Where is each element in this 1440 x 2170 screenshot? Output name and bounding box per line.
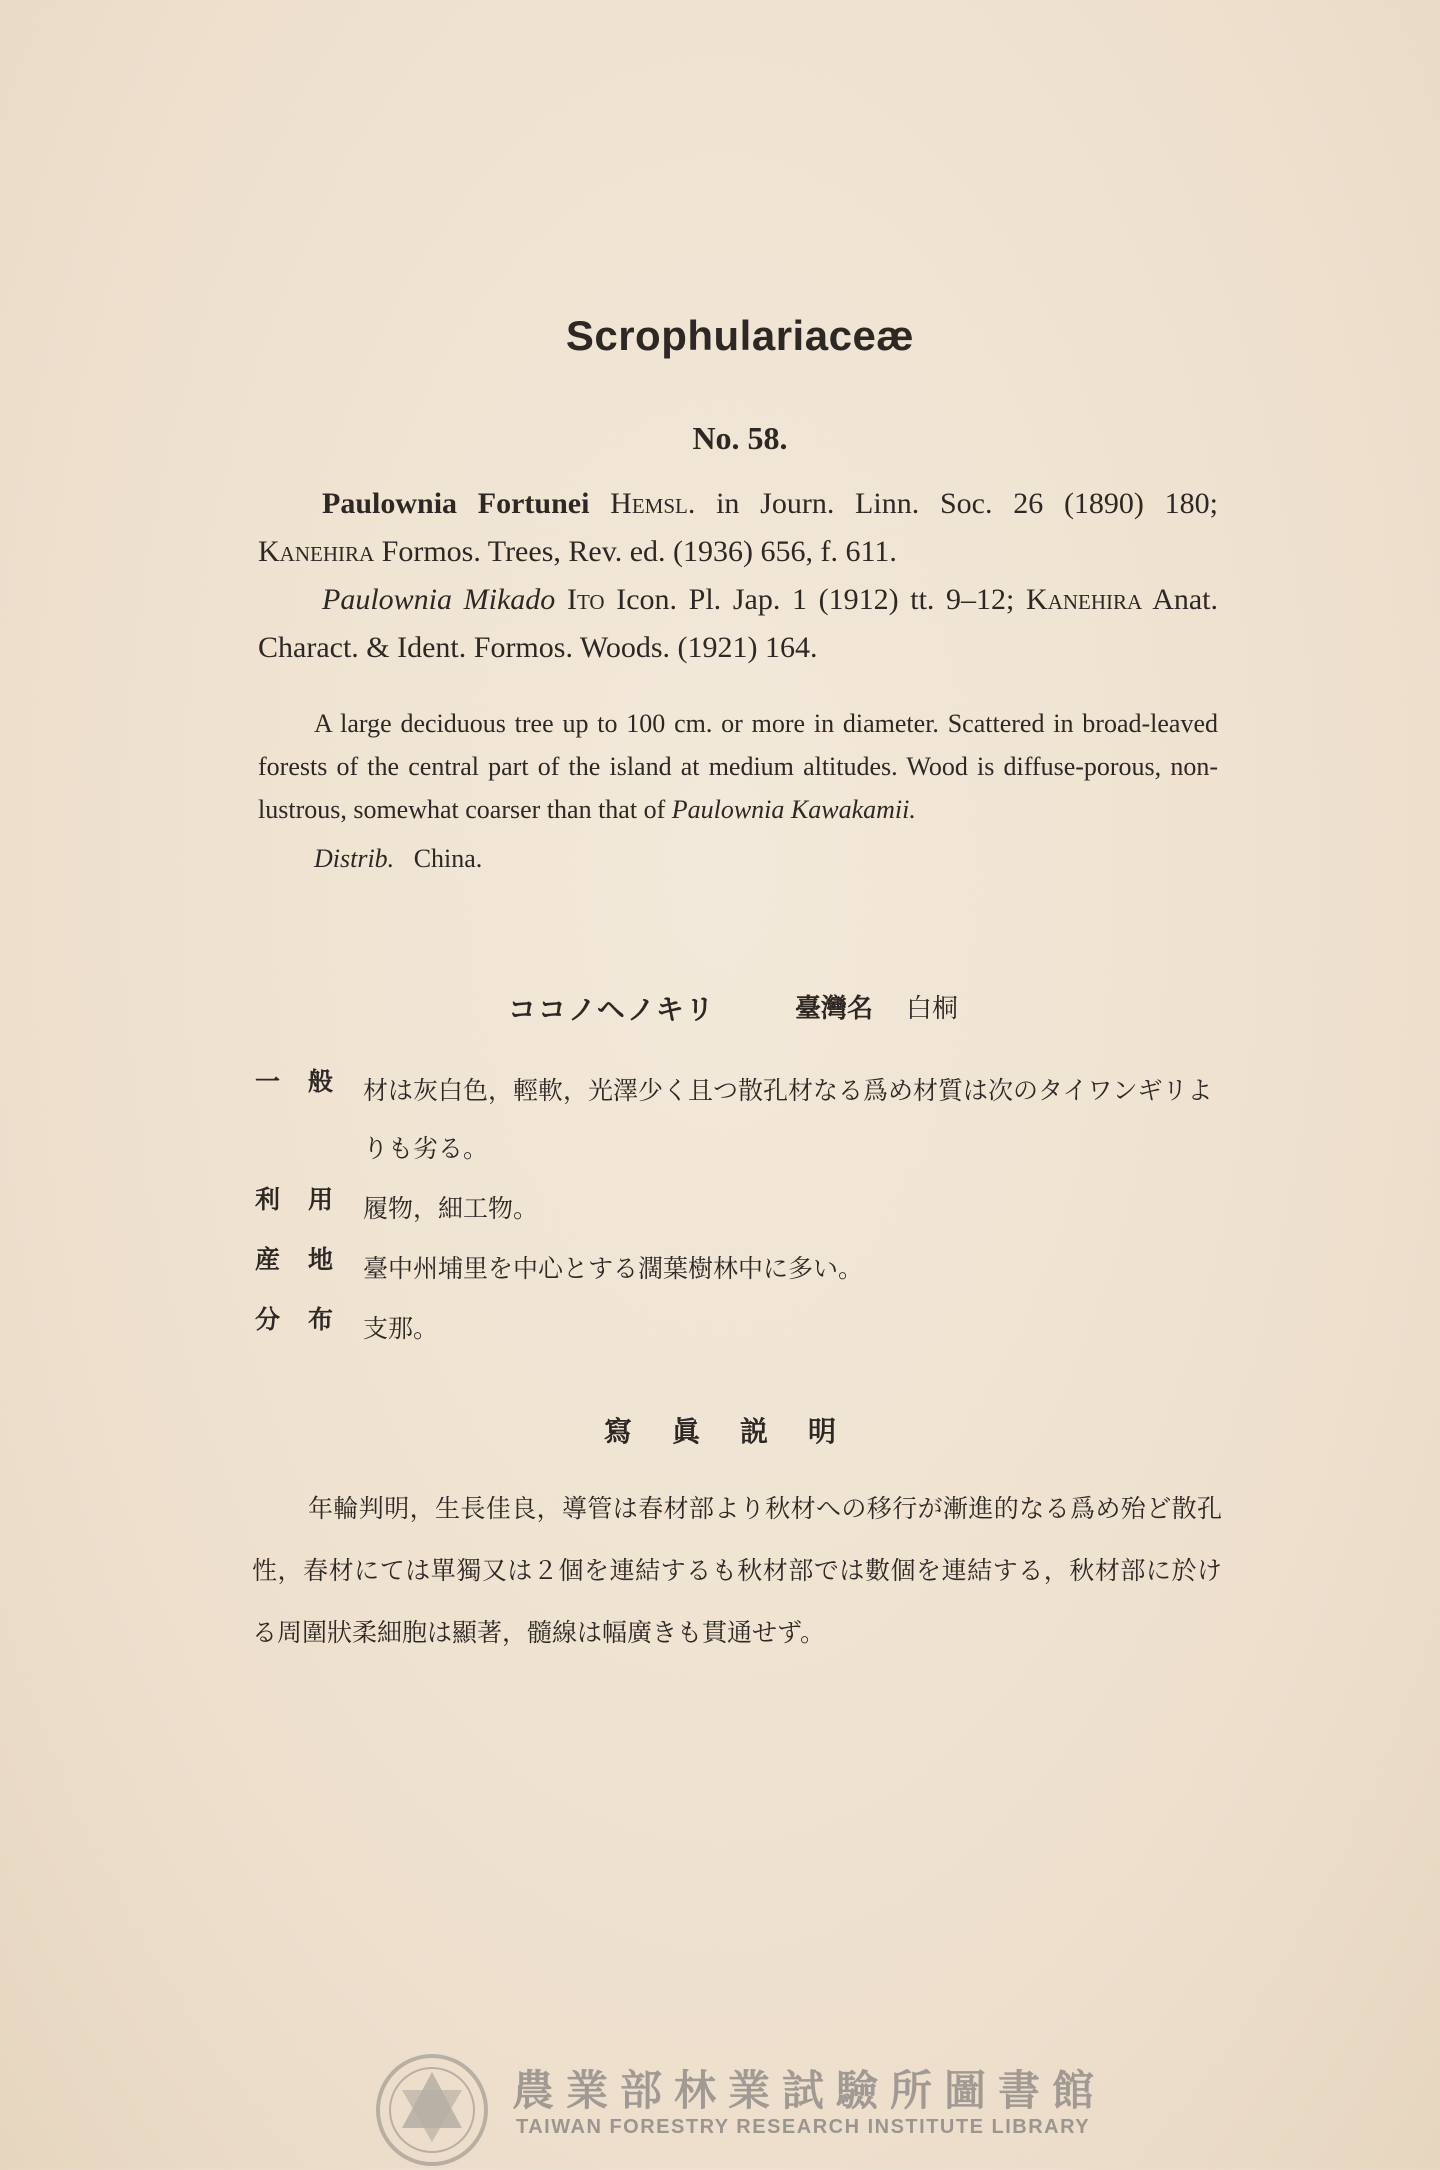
english-description [258,702,1218,880]
reference-text: 180; [1164,487,1219,520]
description-paragraph [258,702,1218,831]
species-reference: Paulownia Kawakamii. [671,795,916,824]
citation-synonym [258,576,1218,672]
detail-label: 産地 [255,1245,362,1274]
library-seal-icon [372,2050,492,2170]
family-heading: Scrophulariaceæ [565,312,915,359]
detail-row-origin [255,1240,1215,1300]
distrib-value: China. [413,844,483,873]
author-name: Kanehira [1026,583,1143,616]
detail-text: 支那。 [363,1314,439,1343]
photo-explanation-heading: 寫眞説明 [603,1415,876,1448]
author-name: Ito [566,583,605,616]
photo-explanation [252,1478,1222,1664]
detail-row-use [255,1180,1215,1240]
synonym-name: Paulownia Mikado [322,583,556,616]
japanese-name: ココノヘノキリ [508,993,716,1026]
library-watermark-english: TAIWAN FORESTRY RESEARCH INSTITUTE LIBRARY [516,2116,1091,2138]
taiwan-name-label: 臺灣名 [795,994,874,1024]
reference-text: Formos. Trees, Rev. ed. (1936) 656, f. 611. [374,535,897,568]
detail-row-distribution [255,1300,1215,1360]
citation-primary [258,480,1218,576]
detail-text: 材は灰白色，輕軟，光澤少く且つ散孔材なる爲め材質は次のタイワンギリよりも劣る。 [363,1076,1213,1163]
japanese-details [255,1062,1215,1360]
reference-text: Icon. Pl. Jap. 1 (1912) tt. 9–12; [604,583,1015,616]
photo-explanation-text: 年輪判明，生長佳良，導管は春材部より秋材への移行が漸進的なる爲め殆ど散孔性，春材にては單獨又は２個を連結するも秋材部では數個を連結する，秋材部に於ける周圍狀柔細胞は顯著，髓線は幅廣きも貫通せず。 [252,1494,1222,1647]
reference-text: Anat. Charact. & Ident. Formos. Woods. (1921) 164. [258,583,1219,664]
reference-text: in Journ. Linn. Soc. 26 (1890) [695,487,1144,520]
citation-block [258,480,1218,672]
library-watermark-chinese: 農業部林業試驗所圖書館 [512,2066,1107,2115]
detail-row-general [255,1062,1215,1180]
species-name: Paulownia Fortunei [322,487,590,520]
detail-text: 履物，細工物。 [363,1194,539,1223]
taiwan-name: 白桐 [906,994,959,1024]
detail-label: 利用 [255,1185,362,1214]
detail-label: 分布 [255,1305,362,1334]
distribution-line [258,837,1218,880]
author-name: Hemsl. [610,487,696,520]
distrib-label: Distrib. [314,844,395,873]
detail-label: 一般 [255,1067,362,1096]
author-name: Kanehira [258,535,375,568]
entry-number: No. 58. [692,420,788,456]
description-text: A large deciduous tree up to 100 cm. or more in diameter. Scattered in broad-leaved forests of the central part of the island at medium altitudes. Wood is diffuse-porous, non-lustrous, somewhat coarser than that of [258,709,1218,824]
detail-text: 臺中州埔里を中心とする濶葉樹林中に多い。 [363,1254,864,1283]
